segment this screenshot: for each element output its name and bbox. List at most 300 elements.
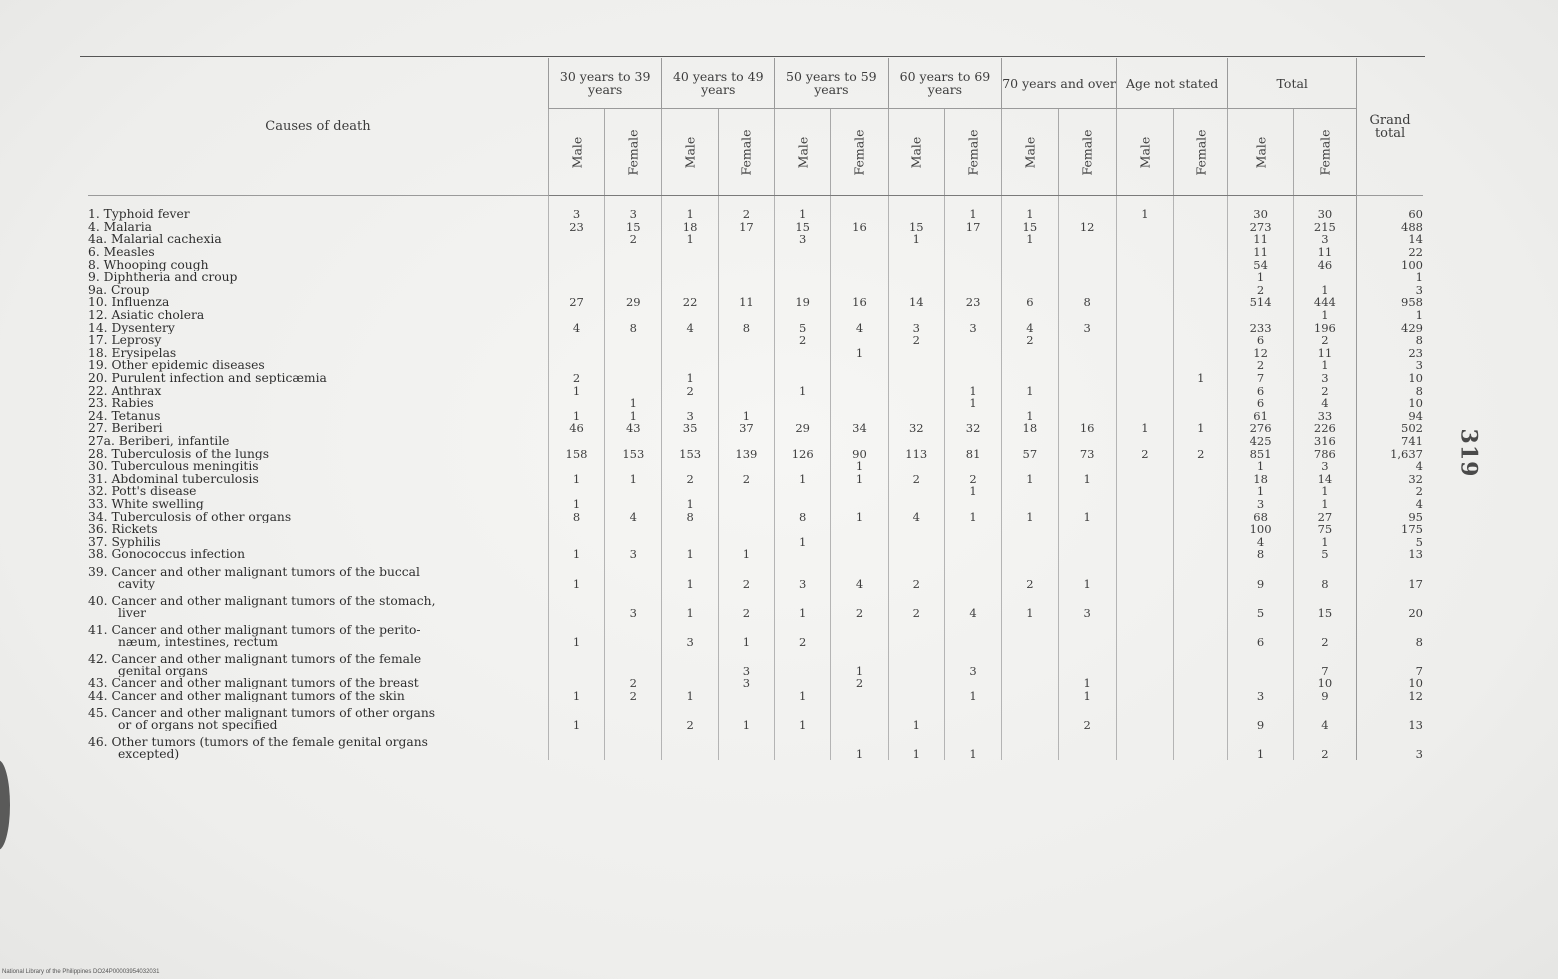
count-cell: 1 [662, 590, 718, 619]
count-cell [1002, 689, 1058, 702]
cause-cell [88, 498, 548, 511]
cause-label-continued: liver [118, 605, 146, 619]
count-cell [605, 523, 662, 536]
count-cell [1116, 410, 1173, 423]
count-cell: 18 [1228, 472, 1293, 485]
count-cell [605, 334, 662, 347]
count-cell: 2 [662, 702, 718, 731]
count-cell [1174, 397, 1228, 410]
count-cell [1002, 648, 1058, 677]
count-cell [718, 689, 774, 702]
count-cell [1116, 397, 1173, 410]
grand-total-cell: 2 [1357, 485, 1423, 498]
cause-label: 34. Tuberculosis of other organs [88, 510, 292, 523]
count-cell [831, 309, 888, 322]
count-cell [888, 347, 944, 360]
grand-total-cell: 3 [1357, 359, 1423, 372]
count-cell [831, 258, 888, 271]
count-cell: 1 [662, 561, 718, 590]
count-cell: 43 [605, 422, 662, 435]
count-cell [831, 284, 888, 297]
count-cell [888, 460, 944, 473]
cause-cell [88, 372, 548, 385]
count-cell [944, 561, 1001, 590]
table-row [88, 535, 1423, 548]
grand-total-cell: 8 [1357, 619, 1423, 648]
count-cell [1116, 498, 1173, 511]
count-cell [1116, 435, 1173, 448]
count-cell: 1 [944, 689, 1001, 702]
sex-label: Male [908, 136, 924, 168]
cause-label: 38. Gonococcus infection [88, 548, 245, 561]
mortality-table [88, 58, 1423, 760]
cause-label: 30. Tuberculous meningitis [88, 459, 259, 473]
count-cell: 68 [1228, 510, 1293, 523]
count-cell: 90 [831, 447, 888, 460]
grand-total-cell: 1 [1357, 309, 1423, 322]
count-cell [944, 498, 1001, 511]
count-cell [831, 271, 888, 284]
cause-label: 1. Typhoid fever [88, 208, 190, 221]
count-cell [831, 384, 888, 397]
sex-header-male [1228, 109, 1293, 196]
count-cell: 2 [1002, 561, 1058, 590]
count-cell [1174, 359, 1228, 372]
count-cell [1002, 309, 1058, 322]
count-cell [944, 258, 1001, 271]
count-cell: 1 [944, 208, 1001, 221]
count-cell: 2 [605, 677, 662, 690]
count-cell [888, 523, 944, 536]
table-row [88, 233, 1423, 246]
count-cell [662, 535, 718, 548]
sex-header-female [1174, 109, 1228, 196]
cause-cell [88, 689, 548, 702]
count-cell: 1 [548, 384, 604, 397]
cause-label: 27. Beriberi [88, 422, 163, 435]
table-row [88, 460, 1423, 473]
count-cell: 1 [548, 561, 604, 590]
cause-label: 32. Pott's disease [88, 485, 197, 498]
count-cell: 23 [548, 221, 604, 234]
sex-header-female [1293, 109, 1356, 196]
table-row [88, 648, 1423, 677]
count-cell: 6 [1228, 384, 1293, 397]
count-cell [1058, 309, 1116, 322]
count-cell: 2 [605, 233, 662, 246]
count-cell [775, 284, 831, 297]
count-cell [888, 372, 944, 385]
count-cell: 1 [1293, 485, 1356, 498]
count-cell: 4 [888, 510, 944, 523]
count-cell [662, 648, 718, 677]
count-cell: 316 [1293, 435, 1356, 448]
count-cell [888, 648, 944, 677]
table-row [88, 246, 1423, 259]
cause-label: 17. Leprosy [88, 333, 162, 347]
count-cell [944, 702, 1001, 731]
count-cell [1058, 619, 1116, 648]
count-cell: 8 [775, 510, 831, 523]
grand-total-cell: 17 [1357, 561, 1423, 590]
sex-label: Male [569, 136, 585, 168]
count-cell: 1 [775, 208, 831, 221]
count-cell [775, 485, 831, 498]
count-cell [944, 677, 1001, 690]
count-cell [1002, 435, 1058, 448]
count-cell [1174, 535, 1228, 548]
group-header-age-not-stated: Age not stated [1116, 58, 1228, 109]
count-cell: 2 [888, 334, 944, 347]
count-cell: 9 [1228, 561, 1293, 590]
count-cell: 33 [1293, 410, 1356, 423]
count-cell: 75 [1293, 523, 1356, 536]
count-cell [1058, 359, 1116, 372]
count-cell [605, 347, 662, 360]
count-cell [548, 535, 604, 548]
count-cell: 1 [1058, 472, 1116, 485]
count-cell: 2 [718, 561, 774, 590]
count-cell [944, 233, 1001, 246]
count-cell: 8 [548, 510, 604, 523]
grand-total-cell: 22 [1357, 246, 1423, 259]
count-cell [1002, 258, 1058, 271]
count-cell [1116, 460, 1173, 473]
count-cell [1116, 702, 1173, 731]
cause-label: 14. Dysentery [88, 321, 175, 334]
sex-header-male [775, 109, 831, 196]
count-cell: 1 [944, 397, 1001, 410]
count-cell [944, 523, 1001, 536]
cause-cell [88, 561, 548, 590]
count-cell: 23 [944, 296, 1001, 309]
count-cell: 15 [888, 221, 944, 234]
count-cell [944, 435, 1001, 448]
cause-cell [88, 590, 548, 619]
grand-total-cell: 3 [1357, 731, 1423, 760]
count-cell [1002, 731, 1058, 760]
count-cell: 8 [1228, 548, 1293, 561]
count-cell: 4 [605, 510, 662, 523]
count-cell [1116, 271, 1173, 284]
count-cell [944, 309, 1001, 322]
count-cell [718, 359, 774, 372]
count-cell [605, 702, 662, 731]
count-cell [888, 384, 944, 397]
count-cell: 1 [1002, 410, 1058, 423]
count-cell: 4 [1293, 702, 1356, 731]
count-cell: 4 [831, 561, 888, 590]
count-cell: 14 [888, 296, 944, 309]
count-cell [1116, 485, 1173, 498]
count-cell [662, 334, 718, 347]
grand-total-cell: 10 [1357, 372, 1423, 385]
grand-total-cell: 13 [1357, 702, 1423, 731]
sex-header-female [718, 109, 774, 196]
count-cell: 1 [1293, 498, 1356, 511]
cause-cell [88, 233, 548, 246]
cause-label: 10. Influenza [88, 296, 170, 309]
count-cell [888, 284, 944, 297]
cause-cell [88, 258, 548, 271]
count-cell [1116, 677, 1173, 690]
group-header-70-over: 70 years and over [1002, 58, 1117, 109]
table-row [88, 221, 1423, 234]
table-row [88, 410, 1423, 423]
count-cell [718, 347, 774, 360]
count-cell [1002, 271, 1058, 284]
grand-total-cell: 429 [1357, 321, 1423, 334]
count-cell: 2 [775, 619, 831, 648]
count-cell [605, 359, 662, 372]
count-cell [831, 548, 888, 561]
count-cell [888, 309, 944, 322]
sex-label: Male [795, 136, 811, 168]
count-cell: 5 [775, 321, 831, 334]
count-cell: 15 [1002, 221, 1058, 234]
sex-header-female [831, 109, 888, 196]
count-cell: 3 [944, 321, 1001, 334]
count-cell [1002, 359, 1058, 372]
count-cell: 1 [1058, 561, 1116, 590]
table-row [88, 208, 1423, 221]
count-cell [1174, 347, 1228, 360]
table-row [88, 523, 1423, 536]
count-cell [548, 347, 604, 360]
grand-total-cell: 14 [1357, 233, 1423, 246]
count-cell: 1 [1002, 233, 1058, 246]
count-cell [662, 523, 718, 536]
count-cell: 32 [944, 422, 1001, 435]
count-cell: 6 [1228, 397, 1293, 410]
count-cell: 32 [888, 422, 944, 435]
count-cell [1002, 535, 1058, 548]
count-cell [1058, 397, 1116, 410]
group-header-60-69: 60 years to 69 years [888, 58, 1002, 109]
count-cell: 3 [662, 619, 718, 648]
grand-total-cell: 488 [1357, 221, 1423, 234]
count-cell: 16 [1058, 422, 1116, 435]
count-cell: 29 [775, 422, 831, 435]
count-cell: 1 [775, 472, 831, 485]
cause-label: 8. Whooping cough [88, 258, 209, 271]
count-cell: 16 [831, 296, 888, 309]
table-row [88, 422, 1423, 435]
cause-cell [88, 221, 548, 234]
table-row [88, 510, 1423, 523]
count-cell [1116, 548, 1173, 561]
count-cell [1174, 510, 1228, 523]
cause-cell [88, 510, 548, 523]
grand-total-cell: 94 [1357, 410, 1423, 423]
count-cell [718, 485, 774, 498]
count-cell [1116, 523, 1173, 536]
count-cell [605, 648, 662, 677]
grand-total-cell: 95 [1357, 510, 1423, 523]
cause-label: 12. Asiatic cholera [88, 308, 205, 322]
grand-total-cell: 23 [1357, 347, 1423, 360]
causes-header: Causes of death [88, 58, 548, 196]
cause-label: 39. Cancer and other malignant tumors of the buccal [88, 564, 420, 579]
grand-total-cell: 13 [1357, 548, 1423, 561]
count-cell: 2 [718, 472, 774, 485]
count-cell: 2 [662, 472, 718, 485]
grand-total-cell: 5 [1357, 535, 1423, 548]
count-cell: 1 [548, 619, 604, 648]
count-cell: 10 [1293, 677, 1356, 690]
count-cell: 5 [1293, 548, 1356, 561]
count-cell: 7 [1293, 648, 1356, 677]
table-row [88, 296, 1423, 309]
count-cell: 1 [944, 731, 1001, 760]
count-cell: 1 [662, 208, 718, 221]
count-cell [605, 372, 662, 385]
count-cell [1058, 284, 1116, 297]
group-header-40-49: 40 years to 49 years [662, 58, 775, 109]
table-row [88, 372, 1423, 385]
count-cell [1174, 208, 1228, 221]
count-cell: 3 [944, 648, 1001, 677]
count-cell: 786 [1293, 447, 1356, 460]
count-cell: 1 [718, 619, 774, 648]
cause-cell [88, 384, 548, 397]
count-cell [718, 397, 774, 410]
grand-total-cell: 60 [1357, 208, 1423, 221]
count-cell: 2 [662, 384, 718, 397]
table-row [88, 677, 1423, 690]
group-header-50-59: 50 years to 59 years [775, 58, 889, 109]
count-cell [944, 460, 1001, 473]
count-cell [662, 271, 718, 284]
table-row [88, 359, 1423, 372]
count-cell [548, 397, 604, 410]
count-cell [605, 498, 662, 511]
count-cell [1116, 535, 1173, 548]
count-cell: 1 [1058, 689, 1116, 702]
top-rule [80, 56, 1425, 57]
count-cell [888, 246, 944, 259]
table-row [88, 435, 1423, 448]
cause-cell [88, 271, 548, 284]
count-cell [1174, 472, 1228, 485]
cause-label: 43. Cancer and other malignant tumors of the breast [88, 676, 419, 690]
count-cell [775, 460, 831, 473]
count-cell: 1 [888, 702, 944, 731]
count-cell: 17 [718, 221, 774, 234]
count-cell [718, 284, 774, 297]
count-cell [1174, 435, 1228, 448]
count-cell [548, 334, 604, 347]
count-cell [775, 271, 831, 284]
count-cell [944, 334, 1001, 347]
count-cell: 1 [1058, 510, 1116, 523]
count-cell [1174, 271, 1228, 284]
count-cell [888, 359, 944, 372]
cause-label-continued: cavity [118, 576, 155, 590]
count-cell [831, 498, 888, 511]
count-cell [1174, 590, 1228, 619]
count-cell [1116, 689, 1173, 702]
grand-total-cell: 741 [1357, 435, 1423, 448]
grand-total-cell: 3 [1357, 284, 1423, 297]
count-cell: 3 [605, 208, 662, 221]
count-cell: 139 [718, 447, 774, 460]
count-cell: 2 [1293, 619, 1356, 648]
cause-label: 20. Purulent infection and septicæmia [88, 371, 327, 385]
sex-label: Female [738, 128, 754, 176]
count-cell: 1 [1002, 208, 1058, 221]
count-cell: 1 [548, 689, 604, 702]
grand-total-cell: 12 [1357, 689, 1423, 702]
count-cell: 2 [1293, 731, 1356, 760]
count-cell [605, 309, 662, 322]
table-row [88, 284, 1423, 297]
grand-total-cell: 10 [1357, 677, 1423, 690]
count-cell [605, 284, 662, 297]
sex-label: Female [625, 128, 641, 176]
count-cell: 2 [831, 590, 888, 619]
table-row [88, 731, 1423, 760]
cause-label: 31. Abdominal tuberculosis [88, 472, 259, 486]
count-cell [662, 731, 718, 760]
count-cell [605, 561, 662, 590]
table-row [88, 619, 1423, 648]
count-cell [1058, 384, 1116, 397]
group-header-30-39: 30 years to 39 years [548, 58, 662, 109]
count-cell: 1 [662, 548, 718, 561]
cause-cell [88, 460, 548, 473]
grand-total-cell: 4 [1357, 498, 1423, 511]
count-cell [1002, 523, 1058, 536]
count-cell [1058, 271, 1116, 284]
count-cell: 1 [1002, 384, 1058, 397]
count-cell [1174, 221, 1228, 234]
count-cell [944, 372, 1001, 385]
count-cell: 444 [1293, 296, 1356, 309]
count-cell: 7 [1228, 372, 1293, 385]
sex-header-female [1058, 109, 1116, 196]
table-row [88, 485, 1423, 498]
count-cell: 3 [775, 561, 831, 590]
count-cell: 8 [1293, 561, 1356, 590]
sex-label: Female [851, 128, 867, 176]
count-cell [548, 309, 604, 322]
count-cell [718, 460, 774, 473]
cause-cell [88, 485, 548, 498]
count-cell [831, 410, 888, 423]
count-cell [831, 435, 888, 448]
count-cell [1058, 523, 1116, 536]
count-cell: 1 [605, 410, 662, 423]
count-cell [831, 334, 888, 347]
count-cell: 12 [1228, 347, 1293, 360]
count-cell: 27 [1293, 510, 1356, 523]
count-cell [775, 498, 831, 511]
count-cell: 1 [888, 731, 944, 760]
count-cell [1116, 347, 1173, 360]
count-cell [1058, 731, 1116, 760]
count-cell: 11 [1228, 246, 1293, 259]
count-cell [1174, 731, 1228, 760]
cause-label: 18. Erysipelas [88, 346, 177, 360]
sex-label: Female [965, 128, 981, 176]
count-cell: 1 [1293, 284, 1356, 297]
grand-total-cell: 100 [1357, 258, 1423, 271]
count-cell [888, 208, 944, 221]
count-cell [718, 334, 774, 347]
cause-label: 19. Other epidemic diseases [88, 359, 265, 372]
table-row [88, 689, 1423, 702]
